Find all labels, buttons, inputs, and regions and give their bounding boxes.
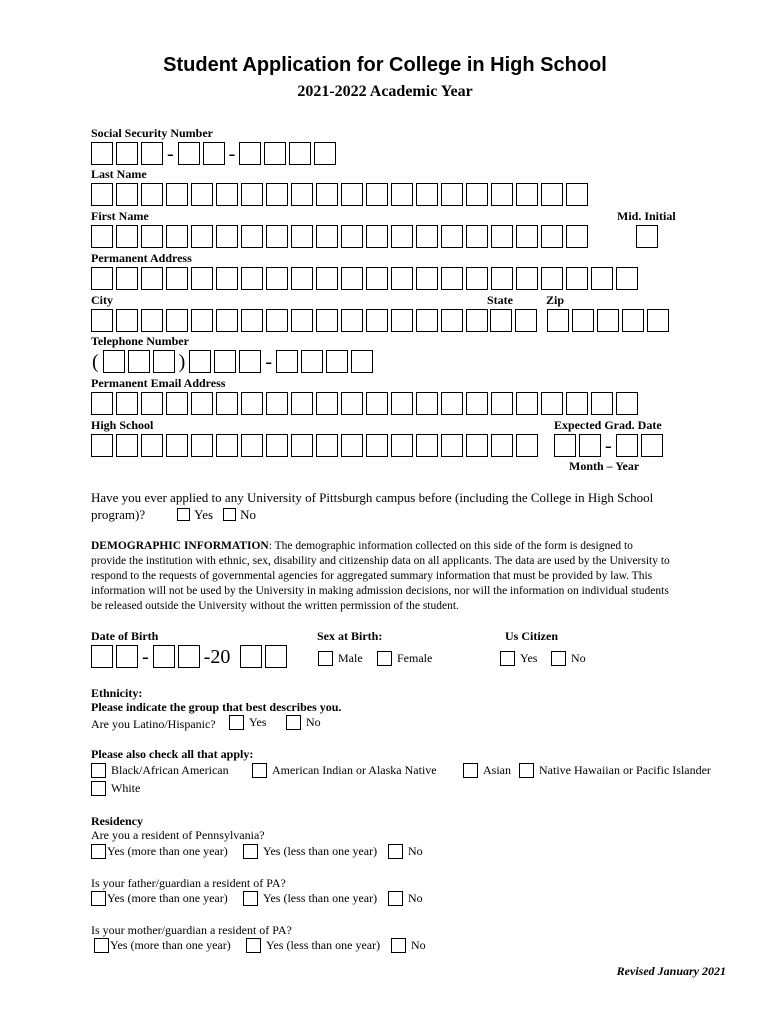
dob-dash: -: [142, 645, 149, 668]
race-option-native-hawaiian[interactable]: [519, 763, 711, 778]
last-name-field[interactable]: [91, 183, 588, 206]
demographic-line2: provide the institution with ethnic, sex, disability and citizenship data on all applicants. The data are used by the University to: [91, 555, 670, 567]
email-box[interactable]: [541, 392, 563, 415]
school-box[interactable]: [241, 434, 263, 457]
address-box[interactable]: [466, 267, 488, 290]
phone-dash: -: [265, 350, 273, 373]
telephone-label: Telephone Number: [91, 334, 189, 348]
city-box[interactable]: [241, 309, 263, 332]
dob-day-box[interactable]: [153, 645, 175, 668]
ssn-box[interactable]: [91, 142, 113, 165]
grad-date-label: Expected Grad. Date: [554, 418, 662, 432]
city-box[interactable]: [466, 309, 488, 332]
phone-box[interactable]: [189, 350, 211, 373]
first-name-box[interactable]: [416, 225, 438, 248]
phone-box[interactable]: [276, 350, 298, 373]
email-box[interactable]: [141, 392, 163, 415]
resident-more-option[interactable]: [91, 844, 228, 859]
father-no-checkbox[interactable]: [388, 891, 403, 906]
last-name-box[interactable]: [541, 183, 563, 206]
school-box[interactable]: [266, 434, 288, 457]
grad-month-box[interactable]: [579, 434, 601, 457]
resident-no-checkbox[interactable]: [388, 844, 403, 859]
school-box[interactable]: [91, 434, 113, 457]
city-box[interactable]: [191, 309, 213, 332]
pitt-question: [91, 489, 653, 523]
email-box[interactable]: [566, 392, 588, 415]
race-option-asian[interactable]: [463, 763, 511, 778]
residency-heading: Residency: [91, 814, 143, 828]
school-box[interactable]: [166, 434, 188, 457]
school-box[interactable]: [416, 434, 438, 457]
ssn-dash: -: [167, 142, 174, 165]
address-box[interactable]: [516, 267, 538, 290]
address-box[interactable]: [541, 267, 563, 290]
ssn-dash: -: [228, 142, 236, 165]
last-name-box[interactable]: [216, 183, 238, 206]
mother-less-checkbox[interactable]: [246, 938, 261, 953]
city-box[interactable]: [341, 309, 363, 332]
address-box[interactable]: [366, 267, 388, 290]
email-box[interactable]: [241, 392, 263, 415]
phone-box[interactable]: [214, 350, 236, 373]
month-year-label: Month – Year: [569, 459, 640, 473]
phone-box[interactable]: [103, 350, 125, 373]
last-name-box[interactable]: [116, 183, 138, 206]
citizen-yes-label: Yes: [520, 651, 538, 665]
grad-date-field[interactable]: [554, 434, 663, 457]
male-checkbox[interactable]: [318, 651, 333, 666]
first-name-box[interactable]: [541, 225, 563, 248]
citizen-label: Us Citizen: [505, 629, 558, 643]
phone-box[interactable]: [326, 350, 348, 373]
race-checkbox[interactable]: [463, 763, 478, 778]
race-checkbox[interactable]: [252, 763, 267, 778]
email-box[interactable]: [166, 392, 188, 415]
address-box[interactable]: [141, 267, 163, 290]
address-box[interactable]: [291, 267, 313, 290]
ssn-box[interactable]: [141, 142, 163, 165]
address-box[interactable]: [241, 267, 263, 290]
resident-no-option[interactable]: [388, 844, 423, 859]
resident-more-checkbox[interactable]: [91, 844, 106, 859]
last-name-box[interactable]: [416, 183, 438, 206]
school-box[interactable]: [116, 434, 138, 457]
first-name-field[interactable]: [91, 225, 588, 248]
residency-q1: Are you a resident of Pennsylvania?: [91, 828, 265, 842]
address-box[interactable]: [166, 267, 188, 290]
mother-more-label: Yes (more than one year): [110, 938, 231, 952]
ssn-box[interactable]: [264, 142, 286, 165]
first-name-box[interactable]: [341, 225, 363, 248]
high-school-label: High School: [91, 418, 154, 432]
last-name-box[interactable]: [391, 183, 413, 206]
email-box[interactable]: [391, 392, 413, 415]
first-name-box[interactable]: [466, 225, 488, 248]
city-box[interactable]: [216, 309, 238, 332]
phone-box[interactable]: [351, 350, 373, 373]
latino-yes-label: Yes: [249, 715, 267, 729]
first-name-box[interactable]: [316, 225, 338, 248]
last-name-box[interactable]: [266, 183, 288, 206]
father-more-label: Yes (more than one year): [107, 891, 228, 905]
email-box[interactable]: [441, 392, 463, 415]
address-box[interactable]: [91, 267, 113, 290]
phone-box[interactable]: [239, 350, 261, 373]
first-name-box[interactable]: [191, 225, 213, 248]
father-less-label: Yes (less than one year): [263, 891, 378, 905]
race-checkbox[interactable]: [91, 781, 106, 796]
pitt-question-line2: program)?: [91, 507, 146, 522]
city-box[interactable]: [316, 309, 338, 332]
dob-year-box[interactable]: [265, 645, 287, 668]
ssn-box[interactable]: [178, 142, 200, 165]
ssn-box[interactable]: [203, 142, 225, 165]
phone-box[interactable]: [301, 350, 323, 373]
email-box[interactable]: [366, 392, 388, 415]
open-paren: (: [92, 350, 99, 373]
address-box[interactable]: [491, 267, 513, 290]
email-box[interactable]: [316, 392, 338, 415]
first-name-box[interactable]: [266, 225, 288, 248]
city-box[interactable]: [91, 309, 113, 332]
address-box[interactable]: [441, 267, 463, 290]
zip-box[interactable]: [647, 309, 669, 332]
first-name-box[interactable]: [491, 225, 513, 248]
citizen-no-label: No: [571, 651, 586, 665]
pitt-no-label: No: [240, 507, 256, 522]
address-box[interactable]: [566, 267, 588, 290]
citizen-yes-option[interactable]: [500, 651, 537, 666]
mother-no-checkbox[interactable]: [391, 938, 406, 953]
school-box[interactable]: [141, 434, 163, 457]
ssn-box[interactable]: [239, 142, 261, 165]
citizen-yes-checkbox[interactable]: [500, 651, 515, 666]
citizen-no-checkbox[interactable]: [551, 651, 566, 666]
dob-month-box[interactable]: [116, 645, 138, 668]
school-box[interactable]: [441, 434, 463, 457]
first-name-box[interactable]: [166, 225, 188, 248]
last-name-box[interactable]: [166, 183, 188, 206]
race-label: Asian: [483, 763, 511, 777]
city-box[interactable]: [266, 309, 288, 332]
revised-date: Revised January 2021: [616, 964, 726, 978]
phone-box[interactable]: [153, 350, 175, 373]
father-no-label: No: [408, 891, 423, 905]
demographic-heading: DEMOGRAPHIC INFORMATION: [91, 540, 269, 552]
mid-initial-label: Mid. Initial: [617, 209, 676, 223]
last-name-box[interactable]: [141, 183, 163, 206]
first-name-box[interactable]: [566, 225, 588, 248]
address-box[interactable]: [391, 267, 413, 290]
state-label: State: [487, 293, 513, 307]
race-checkbox[interactable]: [519, 763, 534, 778]
email-box[interactable]: [266, 392, 288, 415]
father-more-option[interactable]: [91, 891, 228, 906]
permanent-address-label: Permanent Address: [91, 251, 192, 265]
dob-month-box[interactable]: [91, 645, 113, 668]
race-label: Native Hawaiian or Pacific Islander: [539, 763, 711, 777]
race-option-black[interactable]: [91, 763, 229, 778]
demographic-line5: be released outside the University without the written permission of the student.: [91, 600, 459, 612]
ssn-label: Social Security Number: [91, 126, 213, 140]
state-field[interactable]: [490, 309, 537, 332]
demographic-line1: : The demographic information collected on this side of the form is designed to: [268, 540, 633, 552]
city-box[interactable]: [291, 309, 313, 332]
dob-label: Date of Birth: [91, 629, 159, 643]
city-box[interactable]: [366, 309, 388, 332]
telephone-field[interactable]: [91, 350, 373, 373]
address-box[interactable]: [116, 267, 138, 290]
address-box[interactable]: [266, 267, 288, 290]
dob-day-box[interactable]: [178, 645, 200, 668]
ssn-field[interactable]: [91, 142, 336, 165]
citizen-no-option[interactable]: [551, 651, 586, 666]
grad-year-box[interactable]: [616, 434, 638, 457]
school-box[interactable]: [466, 434, 488, 457]
high-school-field[interactable]: [91, 434, 538, 457]
latino-yes-option[interactable]: [229, 715, 266, 730]
female-checkbox[interactable]: [377, 651, 392, 666]
page-title: Student Application for College in High School: [163, 54, 607, 76]
resident-no-label: No: [408, 844, 423, 858]
demographic-line3: respond to the requests of governmental agencies for aggregated summary information that must be provided by law. This: [91, 570, 653, 582]
latino-no-label: No: [306, 715, 321, 729]
latino-question: Are you Latino/Hispanic?: [91, 717, 216, 731]
address-box[interactable]: [616, 267, 638, 290]
first-name-box[interactable]: [141, 225, 163, 248]
first-name-box[interactable]: [516, 225, 538, 248]
email-box[interactable]: [91, 392, 113, 415]
city-box[interactable]: [416, 309, 438, 332]
school-box[interactable]: [316, 434, 338, 457]
last-name-box[interactable]: [316, 183, 338, 206]
demographic-paragraph: [91, 539, 670, 614]
zip-box[interactable]: [547, 309, 569, 332]
city-box[interactable]: [116, 309, 138, 332]
last-name-box[interactable]: [341, 183, 363, 206]
email-box[interactable]: [466, 392, 488, 415]
resident-more-label: Yes (more than one year): [107, 844, 228, 858]
first-name-box[interactable]: [116, 225, 138, 248]
dob-century: -20: [203, 645, 231, 668]
resident-less-checkbox[interactable]: [243, 844, 258, 859]
last-name-box[interactable]: [191, 183, 213, 206]
zip-box[interactable]: [572, 309, 594, 332]
phone-box[interactable]: [128, 350, 150, 373]
school-box[interactable]: [216, 434, 238, 457]
city-box[interactable]: [141, 309, 163, 332]
last-name-box[interactable]: [466, 183, 488, 206]
school-box[interactable]: [341, 434, 363, 457]
last-name-box[interactable]: [566, 183, 588, 206]
latino-no-option[interactable]: [286, 715, 321, 730]
mother-more-checkbox[interactable]: [94, 938, 109, 953]
mother-no-option[interactable]: [391, 938, 426, 953]
race-option-american-indian[interactable]: [252, 763, 437, 778]
close-paren: ): [178, 350, 186, 373]
latino-yes-checkbox[interactable]: [229, 715, 244, 730]
address-box[interactable]: [191, 267, 213, 290]
female-label: Female: [397, 651, 433, 665]
ssn-box[interactable]: [314, 142, 336, 165]
first-name-label: First Name: [91, 209, 149, 223]
city-box[interactable]: [441, 309, 463, 332]
demographic-line4: information will not be used by the University in making admission decisions, nor will the information on individual students: [91, 585, 669, 597]
dob-year-box[interactable]: [240, 645, 262, 668]
first-name-box[interactable]: [241, 225, 263, 248]
email-box[interactable]: [516, 392, 538, 415]
race-label: American Indian or Alaska Native: [272, 763, 437, 777]
address-box[interactable]: [216, 267, 238, 290]
last-name-box[interactable]: [516, 183, 538, 206]
city-field[interactable]: [91, 309, 488, 332]
last-name-box[interactable]: [491, 183, 513, 206]
first-name-box[interactable]: [366, 225, 388, 248]
ethnicity-instruction: Please indicate the group that best describes you.: [91, 700, 342, 714]
pitt-question-line1: Have you ever applied to any University of Pittsburgh campus before (including the College in High School: [91, 490, 654, 505]
mother-less-label: Yes (less than one year): [266, 938, 381, 952]
address-box[interactable]: [416, 267, 438, 290]
email-box[interactable]: [116, 392, 138, 415]
last-name-box[interactable]: [291, 183, 313, 206]
zip-label: Zip: [546, 293, 565, 307]
last-name-box[interactable]: [91, 183, 113, 206]
pitt-yes-label: Yes: [194, 507, 214, 522]
address-box[interactable]: [341, 267, 363, 290]
sex-label: Sex at Birth:: [317, 629, 383, 643]
city-label: City: [91, 293, 113, 307]
permanent-address-field[interactable]: [91, 267, 638, 290]
email-box[interactable]: [591, 392, 613, 415]
email-box[interactable]: [341, 392, 363, 415]
first-name-box[interactable]: [441, 225, 463, 248]
mid-initial-box[interactable]: [636, 225, 658, 248]
last-name-box[interactable]: [441, 183, 463, 206]
first-name-box[interactable]: [391, 225, 413, 248]
mother-less-option[interactable]: [246, 938, 380, 953]
last-name-box[interactable]: [366, 183, 388, 206]
sex-male-option[interactable]: [318, 651, 363, 666]
school-box[interactable]: [366, 434, 388, 457]
race-checkbox[interactable]: [91, 763, 106, 778]
male-label: Male: [338, 651, 363, 665]
school-box[interactable]: [391, 434, 413, 457]
city-box[interactable]: [166, 309, 188, 332]
sex-female-option[interactable]: [377, 651, 432, 666]
pitt-no-checkbox[interactable]: [223, 508, 236, 521]
school-box[interactable]: [191, 434, 213, 457]
email-field[interactable]: [91, 392, 638, 415]
mother-more-option[interactable]: [94, 938, 231, 953]
residency-q2: Is your father/guardian a resident of PA?: [91, 876, 286, 890]
first-name-box[interactable]: [216, 225, 238, 248]
ssn-box[interactable]: [116, 142, 138, 165]
email-label: Permanent Email Address: [91, 376, 226, 390]
state-box[interactable]: [490, 309, 512, 332]
email-box[interactable]: [416, 392, 438, 415]
zip-field[interactable]: [547, 309, 669, 332]
pitt-yes-checkbox[interactable]: [177, 508, 190, 521]
state-box[interactable]: [515, 309, 537, 332]
grad-year-box[interactable]: [641, 434, 663, 457]
email-box[interactable]: [616, 392, 638, 415]
latino-no-checkbox[interactable]: [286, 715, 301, 730]
grad-month-box[interactable]: [554, 434, 576, 457]
email-box[interactable]: [491, 392, 513, 415]
school-box[interactable]: [491, 434, 513, 457]
father-less-checkbox[interactable]: [243, 891, 258, 906]
mother-no-label: No: [411, 938, 426, 952]
check-all-label: Please also check all that apply:: [91, 747, 254, 761]
grad-dash: -: [605, 434, 612, 457]
resident-less-label: Yes (less than one year): [263, 844, 378, 858]
city-box[interactable]: [391, 309, 413, 332]
resident-less-option[interactable]: [243, 844, 377, 859]
email-box[interactable]: [191, 392, 213, 415]
ethnicity-heading: Ethnicity:: [91, 686, 143, 700]
father-less-option[interactable]: [243, 891, 377, 906]
last-name-label: Last Name: [91, 167, 147, 181]
page-subtitle: 2021-2022 Academic Year: [297, 83, 473, 100]
race-option-white[interactable]: [91, 781, 140, 796]
residency-q3: Is your mother/guardian a resident of PA?: [91, 923, 292, 937]
race-label: Black/African American: [111, 763, 229, 777]
zip-box[interactable]: [597, 309, 619, 332]
last-name-box[interactable]: [241, 183, 263, 206]
email-box[interactable]: [216, 392, 238, 415]
school-box[interactable]: [291, 434, 313, 457]
first-name-box[interactable]: [91, 225, 113, 248]
address-box[interactable]: [591, 267, 613, 290]
email-box[interactable]: [291, 392, 313, 415]
race-label: White: [111, 781, 141, 795]
ssn-box[interactable]: [289, 142, 311, 165]
first-name-box[interactable]: [291, 225, 313, 248]
dob-field[interactable]: [91, 645, 287, 668]
school-box[interactable]: [516, 434, 538, 457]
father-more-checkbox[interactable]: [91, 891, 106, 906]
zip-box[interactable]: [622, 309, 644, 332]
father-no-option[interactable]: [388, 891, 423, 906]
address-box[interactable]: [316, 267, 338, 290]
